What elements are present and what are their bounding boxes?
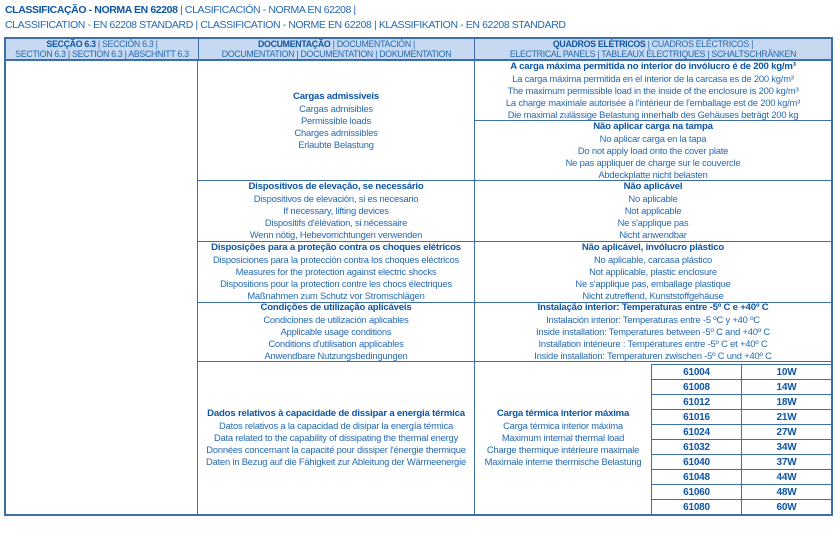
text-line: Cargas admissíveis (293, 90, 379, 102)
text-line: Ne s'applique pas (617, 217, 689, 228)
rating-ref: 61024 (652, 425, 742, 439)
rating-watt: 60W (776, 501, 797, 513)
text-line: Applicable usage conditions (280, 326, 392, 337)
text-line: Não aplicar carga na tampa (593, 121, 713, 132)
text-line: La carga máxima permitida en el interior de la carcasa es de 200 kg/m³ (512, 72, 794, 84)
rating-watt: 14W (776, 381, 797, 393)
panel-cell-loads (475, 61, 831, 180)
header-section (6, 39, 198, 59)
rating-row (652, 425, 831, 440)
text-line: Données concernant la capacité pour dissiper l'énergie thermique (206, 444, 466, 455)
text-line: Não aplicável (623, 181, 683, 192)
title-line-1-rest: | CLASIFICACIÓN - NORMA EN 62208 | (177, 4, 356, 16)
text-line: No aplicable, carcasa plástico (593, 254, 713, 265)
panel-max-load-cell (475, 61, 831, 121)
text-line: Permissible loads (300, 114, 372, 126)
rating-row (652, 365, 831, 380)
text-line: A carga máxima permitida no interior do invólucro é de 200 kg/m³ (510, 61, 796, 72)
text-line: Measures for the protection against electric shocks (235, 266, 437, 277)
text-line: Nicht zutreffend, Kunststoffgehäuse (582, 290, 724, 301)
text-line: Die maximal zulässige Belastung innerhalb des Gehäuses beträgt 200 kg (507, 108, 799, 120)
rating-row (652, 485, 831, 500)
rating-row (652, 380, 831, 395)
rating-ref: 61048 (652, 470, 742, 484)
table-row-thermal (198, 362, 831, 514)
text-line: Installation intérieure : Températures entre -5º C et +40º C (538, 338, 768, 349)
text-line: Do not apply load onto the cover plate (577, 144, 729, 156)
rating-row (652, 410, 831, 425)
rating-watt: 48W (776, 486, 797, 498)
text-line: Maximale interne thermische Belastung (484, 456, 642, 467)
text-line: No aplicar carga en la tapa (599, 132, 707, 144)
text-line: Disposiciones para la protección contra los choques eléctricos (212, 254, 460, 265)
rating-ref: 61032 (652, 440, 742, 454)
table-row-loads (198, 61, 831, 181)
header-section-bold: SECÇÃO 6.3 (46, 39, 96, 49)
table-header-row (6, 39, 831, 61)
page-title (5, 3, 566, 33)
rating-watt: 21W (776, 411, 797, 423)
title-line-2: CLASSIFICATION - EN 62208 STANDARD | CLASSIFICATION - NORME EN 62208 | KLASSIFIKATION - EN 62208 STANDARD (5, 19, 566, 31)
rating-ref: 61012 (652, 395, 742, 409)
rating-ref: 61008 (652, 380, 742, 394)
text-line: Not applicable (624, 205, 682, 216)
table-row-lifting (198, 181, 831, 242)
text-line: Dispositifs d'élévation, si nécessaire (264, 217, 408, 228)
text-line: Dados relativos à capacidade de dissipar a energia térmica (207, 408, 465, 419)
header-electrical-panels (475, 39, 831, 59)
text-line: Maßnahmen zum Schutz vor Stromschlägen (247, 290, 425, 301)
text-line: Daten in Bezug auf die Fähigkeit zur Ableitung der Wärmeenergie (206, 456, 466, 467)
text-line: Charge thermique intérieure maximale (486, 444, 640, 455)
text-line: Abdeckplatte nicht belasten (598, 168, 708, 180)
text-line: Inside installation: Temperatures between -5º C and +40º C (535, 326, 771, 337)
text-line: Dispositivos de elevación, si es necesario (253, 193, 419, 204)
rating-row (652, 470, 831, 485)
doc-cell-thermal (198, 362, 475, 514)
text-line: Charges admissibles (294, 126, 378, 138)
rating-watt: 37W (776, 456, 797, 468)
doc-cell-usage-conditions (198, 303, 475, 361)
text-line: Cargas admisibles (299, 102, 373, 114)
header-documentation (198, 39, 475, 59)
text-line: If necessary, lifting devices (283, 205, 389, 216)
header-electrical-panels-line-1 (475, 39, 831, 49)
rating-ref: 61080 (652, 500, 742, 514)
text-line: Maximum internal thermal load (501, 432, 625, 443)
header-documentation-line-1 (199, 39, 474, 49)
text-line: Instalación interior: Temperaturas entre -5 ºC y +40 ºC (546, 314, 760, 325)
panel-cell-thermal (475, 362, 831, 514)
text-line: Carga térmica interior máxima (503, 420, 623, 431)
rating-watt: 34W (776, 441, 797, 453)
header-section-rest: | SECCIÓN 6.3 | (95, 39, 158, 49)
text-line: Condições de utilização aplicáveis (260, 303, 412, 313)
text-line: Wenn nötig, Hebevorrichtungen verwenden (249, 229, 423, 240)
text-line: Instalação interior: Temperaturas entre -5º C e +40º C (537, 303, 769, 313)
text-line: Nicht anwendbar (619, 229, 687, 240)
header-documentation-line-2: DOCUMENTATION | DOCUMENTATION | DOKUMENTATION (221, 49, 452, 59)
text-line: Datos relativos a la capacidad de disipar la energía térmica (219, 420, 453, 431)
text-line: Não aplicável, invólucro plástico (581, 242, 725, 253)
text-line: Data related to the capability of dissipating the thermal energy (213, 432, 459, 443)
classification-table (4, 37, 833, 516)
text-line: Dispositions pour la protection contre les chocs électriques (220, 278, 452, 289)
text-line: No aplicable (628, 193, 678, 204)
rating-watt: 27W (776, 426, 797, 438)
text-line: Conditions d'utilisation applicables (268, 338, 404, 349)
text-line: Inside installation: Temperaturen zwischen -5º C und +40º C (534, 350, 772, 361)
header-documentation-bold: DOCUMENTAÇÃO (257, 39, 331, 49)
title-line-1 (5, 3, 566, 18)
header-electrical-panels-bold: QUADROS ELÉTRICOS (552, 39, 646, 49)
rating-watt: 44W (776, 471, 797, 483)
doc-cell-lifting (198, 181, 475, 241)
thermal-label-cell (475, 362, 651, 514)
rating-row (652, 440, 831, 455)
text-line: Not applicable, plastic enclosure (589, 266, 717, 277)
panel-cell-usage-conditions (475, 303, 831, 361)
panel-cell-lifting (475, 181, 831, 241)
text-line: Condiciones de utilización aplicables (263, 314, 409, 325)
rating-ref: 61040 (652, 455, 742, 469)
rating-ref: 61060 (652, 485, 742, 499)
title-line-1-bold: CLASSIFICAÇÃO - NORMA EN 62208 (5, 4, 178, 16)
doc-cell-shock-protection (198, 242, 475, 302)
rating-row (652, 455, 831, 470)
header-section-line-1 (6, 39, 198, 49)
header-electrical-panels-rest: | CUADROS ELÉCTRICOS | (645, 39, 754, 49)
text-line: Anwendbare Nutzungsbedingungen (264, 350, 408, 361)
text-line: Ne s'applique pas, emballage plastique (575, 278, 731, 289)
table-rows (198, 61, 831, 514)
text-line: La charge maximale autorisée à l'intérieur de l'emballage est de 200 kg/m³ (505, 96, 801, 108)
rating-row (652, 395, 831, 410)
text-line: Ne pas appliquer de charge sur le couvercle (565, 156, 741, 168)
rating-ref: 61004 (652, 365, 742, 379)
rating-ref: 61016 (652, 410, 742, 424)
section-empty-cell (6, 61, 198, 514)
header-documentation-rest: | DOCUMENTACIÓN | (330, 39, 416, 49)
rating-watt: 10W (776, 366, 797, 378)
text-line: Disposições para a proteção contra os choques elétricos (211, 242, 461, 253)
table-row-shock-protection (198, 242, 831, 303)
doc-cell-loads (198, 61, 475, 180)
rating-row (652, 500, 831, 514)
table-body (6, 61, 831, 514)
text-line: Carga térmica interior máxima (496, 408, 630, 419)
text-line: Erlaubte Belastung (298, 138, 374, 150)
panel-cell-shock-protection (475, 242, 831, 302)
rating-watt: 18W (776, 396, 797, 408)
text-line: Dispositivos de elevação, se necessário (248, 181, 424, 192)
thermal-ratings-table (651, 364, 831, 514)
panel-no-load-cover-cell (475, 121, 831, 180)
table-row-usage-conditions (198, 303, 831, 362)
header-section-line-2: SECTION 6.3 | SECTION 6.3 | ABSCHNITT 6.3 (15, 49, 189, 59)
header-electrical-panels-line-2: ELECTRICAL PANELS | TABLEAUX ÉLECTRIQUES | SCHALTSCHRÄNKEN (509, 49, 797, 59)
text-line: The maximum permissible load in the inside of the enclosure is 200 kg/m³ (507, 84, 799, 96)
